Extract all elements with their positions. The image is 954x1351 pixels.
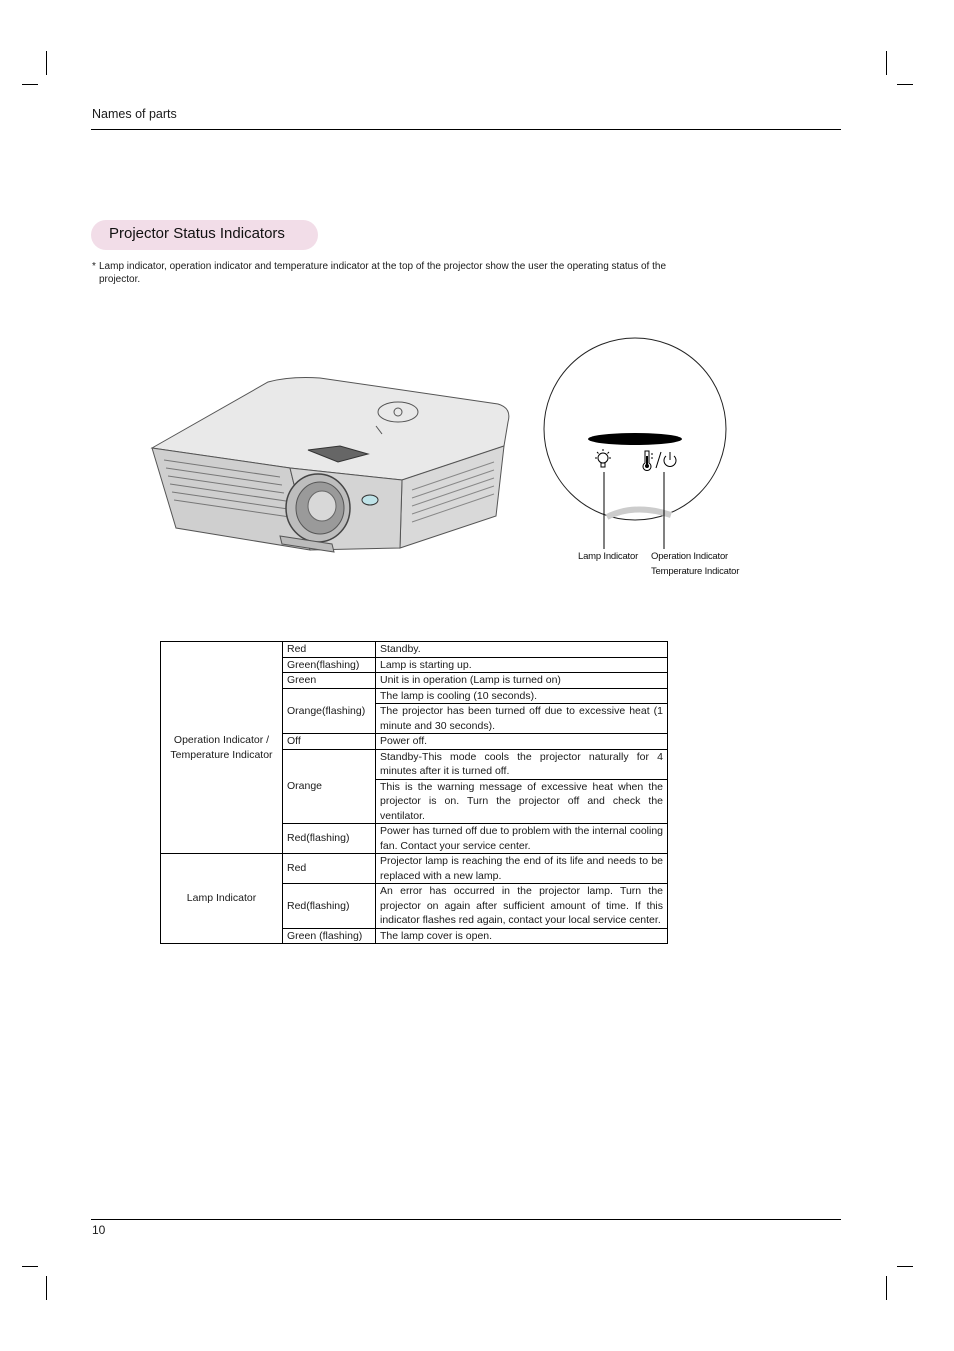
table-row	[161, 854, 668, 884]
crop-mark	[22, 1266, 38, 1267]
indicator-status-table-body	[161, 642, 668, 944]
state-description-cell	[376, 642, 668, 658]
lamp-indicator-callout: Lamp Indicator	[578, 551, 639, 562]
intro-text: Lamp indicator, operation indicator and temperature indicator at the top of the projector show the user the operating status of the projector.	[99, 261, 667, 285]
state-description: Projector lamp is reaching the end of its life and needs to be replaced with a new lamp.	[380, 855, 663, 882]
indicator-state: Red(flashing)	[283, 824, 376, 854]
indicator-state: Off	[283, 734, 376, 750]
header-rule	[91, 129, 841, 130]
indicator-state: Green(flashing)	[283, 657, 376, 673]
section-title-pill	[91, 220, 318, 250]
state-description-cell	[376, 884, 668, 929]
state-description-cell	[376, 824, 668, 854]
state-description: Standby.	[380, 643, 421, 655]
indicator-group-label: Lamp Indicator	[161, 854, 283, 944]
indicator-state: Orange(flashing)	[283, 688, 376, 734]
section-title: Projector Status Indicators	[109, 225, 285, 242]
indicator-state: Orange	[283, 749, 376, 824]
crop-mark	[897, 1266, 913, 1267]
crop-mark	[897, 84, 913, 85]
state-description: The lamp is cooling (10 seconds).	[380, 689, 537, 702]
footer-rule	[91, 1219, 841, 1220]
running-header: Names of parts	[92, 107, 177, 121]
state-description: The projector has been turned off due to excessive heat (1 minute and 30 seconds).	[376, 703, 667, 733]
crop-mark	[886, 1276, 887, 1300]
page-number: 10	[92, 1223, 106, 1237]
state-description: The lamp cover is open.	[380, 929, 493, 942]
state-description-cell	[376, 673, 668, 689]
intro-bullet: *	[92, 261, 96, 272]
table-row	[161, 642, 668, 658]
state-description: This is the warning message of excessive heat when the projector is on. Turn the projector off and check the ventilator.	[376, 779, 667, 824]
projector-figure	[150, 330, 760, 590]
operation-indicator-callout: Operation Indicator	[651, 551, 728, 562]
state-description: Power has turned off due to problem with the internal cooling fan. Contact your service center.	[380, 825, 663, 852]
crop-mark	[46, 51, 47, 75]
indicator-group-label: Operation Indicator / Temperature Indicator	[161, 642, 283, 854]
state-description-cell	[376, 734, 668, 750]
temperature-indicator-callout: Temperature Indicator	[651, 566, 740, 577]
crop-mark	[46, 1276, 47, 1300]
state-description-cell	[376, 928, 668, 944]
state-description-cell	[376, 657, 668, 673]
indicator-state: Green (flashing)	[283, 928, 376, 944]
indicator-state: Red	[283, 854, 376, 884]
state-description: Standby-This mode cools the projector naturally for 4 minutes after it is turned off.	[380, 750, 663, 777]
indicator-state: Green	[283, 673, 376, 689]
state-description: Power off.	[380, 735, 428, 747]
indicator-status-table	[160, 641, 668, 944]
intro-note	[92, 260, 692, 286]
indicator-state: Red(flashing)	[283, 884, 376, 929]
state-description-cell	[376, 749, 668, 824]
state-description-cell	[376, 854, 668, 884]
crop-mark	[886, 51, 887, 75]
state-description: Unit is in operation (Lamp is turned on)	[380, 674, 561, 686]
indicator-state: Red	[283, 642, 376, 658]
crop-mark	[22, 84, 38, 85]
state-description: Lamp is starting up.	[380, 658, 472, 671]
state-description-cell	[376, 688, 668, 734]
state-description: An error has occurred in the projector lamp. Turn the projector on again after sufficient amount of time. If this indicator flashes red again, contact your local service center.	[380, 885, 663, 926]
